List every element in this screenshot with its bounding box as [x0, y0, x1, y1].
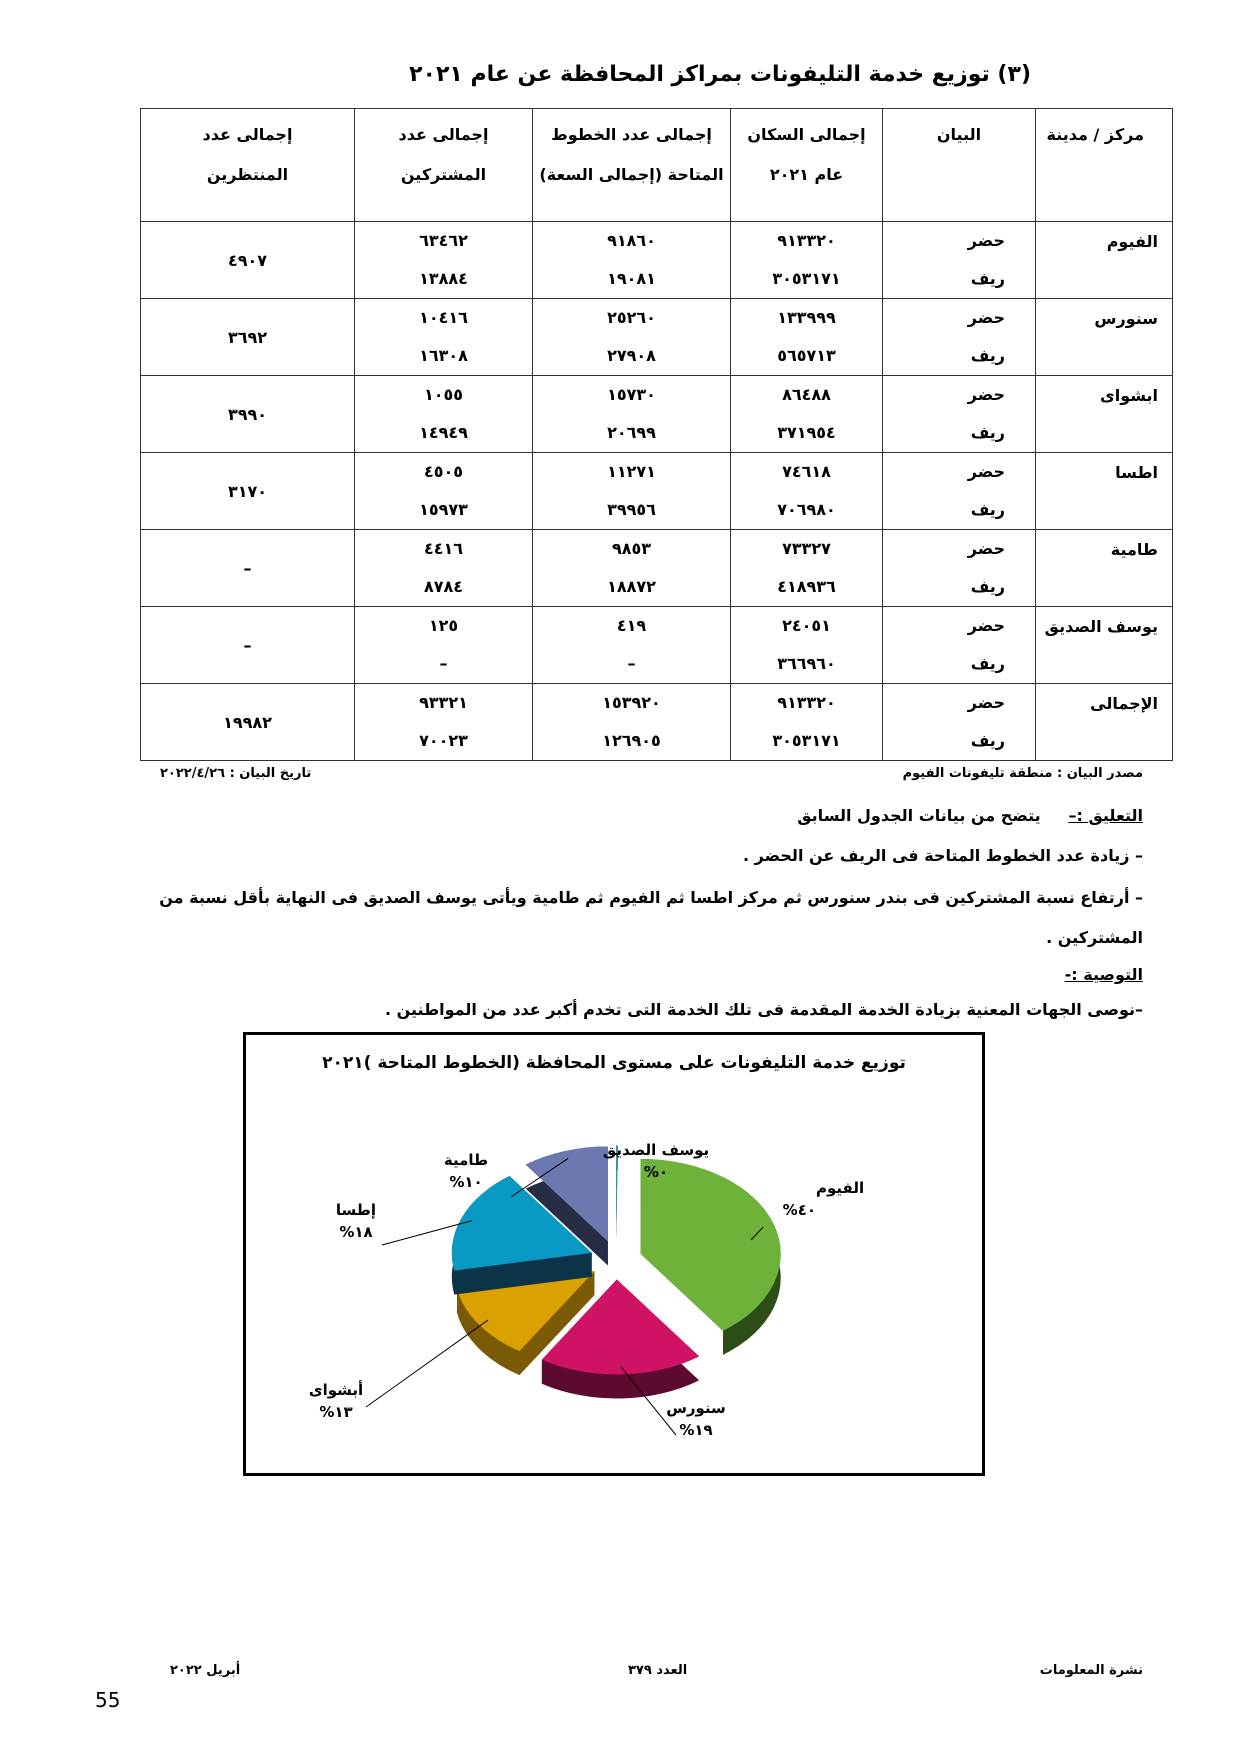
- comment-item-2: – أرتفاع نسبة المشتركين فى بندر سنورس ثم مركز اطسا ثم الفيوم ثم طامية ويأتى يوسف الصديق فى النهاية بأقل نسبة من: [159, 888, 1143, 907]
- cell-population: ٧٣٣٢٧ ٤١٨٩٣٦: [731, 530, 883, 607]
- footer-date: أبريل ٢٠٢٢: [170, 1663, 241, 1678]
- cell-subscribers: ٤٤١٦ ٨٧٨٤: [355, 530, 533, 607]
- cell-lines: ١٥٧٣٠ ٢٠٦٩٩: [533, 376, 731, 453]
- cell-category: حضر ريف: [883, 453, 1036, 530]
- pie-slice-label: الفيوم: [816, 1179, 865, 1197]
- pie-slice-top: [616, 1146, 618, 1241]
- table-row: [141, 530, 1173, 607]
- pie-chart: [246, 1035, 982, 1473]
- cell-category: حضر ريف: [883, 607, 1036, 684]
- header-category: البيان: [883, 109, 1036, 222]
- table-row: [141, 299, 1173, 376]
- comment-item-2-continued: المشتركين .: [1046, 928, 1143, 947]
- table-row: [141, 607, 1173, 684]
- pie-slice-value-label: %٤٠: [782, 1201, 816, 1219]
- cell-center-name: سنورس: [1036, 299, 1173, 376]
- chart-title: توزيع خدمة التليفونات على مستوى المحافظة (الخطوط المتاحة )٢٠٢١: [322, 1053, 906, 1073]
- cell-subscribers: ٩٣٣٢١ ٧٠٠٢٣: [355, 684, 533, 761]
- cell-category: حضر ريف: [883, 376, 1036, 453]
- pie-slice-value-label: %٠: [643, 1163, 669, 1181]
- pie-slice-label: أبشواى: [308, 1381, 364, 1399]
- header-subscribers: إجمالى عدد المشتركين: [355, 109, 533, 222]
- cell-population: ٨٦٤٨٨ ٣٧١٩٥٤: [731, 376, 883, 453]
- footer-publication: نشرة المعلومات: [1039, 1663, 1143, 1678]
- table-header-row: [141, 109, 1173, 222]
- cell-lines: ٤١٩ –: [533, 607, 731, 684]
- data-source: مصدر البيان : منطقة تليفونات الفيوم: [902, 766, 1143, 781]
- cell-category: حضر ريف: [883, 299, 1036, 376]
- cell-population: ١٣٣٩٩٩ ٥٦٥٧١٣: [731, 299, 883, 376]
- pie-slice-label: يوسف الصديق: [602, 1141, 710, 1159]
- pie-slice-value-label: %١٩: [679, 1421, 713, 1439]
- cell-waiting: –: [141, 607, 355, 684]
- cell-subscribers: ٤٥٠٥ ١٥٩٧٣: [355, 453, 533, 530]
- cell-center-name: طامية: [1036, 530, 1173, 607]
- cell-subscribers: ١٠٤١٦ ١٦٣٠٨: [355, 299, 533, 376]
- table-row: [141, 684, 1173, 761]
- cell-population: ٢٤٠٥١ ٣٦٦٩٦٠: [731, 607, 883, 684]
- pie-slice-label: سنورس: [666, 1399, 726, 1417]
- cell-population: ٧٤٦١٨ ٧٠٦٩٨٠: [731, 453, 883, 530]
- cell-subscribers: ١٠٥٥ ١٤٩٤٩: [355, 376, 533, 453]
- header-center: مركز / مدينة: [1036, 109, 1173, 222]
- pie-slice-value-label: %١٠: [449, 1173, 483, 1191]
- cell-center-name: الفيوم: [1036, 222, 1173, 299]
- cell-category: حضر ريف: [883, 222, 1036, 299]
- pie-slice-label: طامية: [443, 1151, 489, 1169]
- footer-issue: العدد ٣٧٩: [628, 1663, 688, 1678]
- cell-lines: ٩٨٥٣ ١٨٨٧٢: [533, 530, 731, 607]
- cell-center-name: الإجمالى: [1036, 684, 1173, 761]
- comment-item-1: – زيادة عدد الخطوط المتاحة فى الريف عن الحضر .: [743, 846, 1143, 865]
- cell-category: حضر ريف: [883, 530, 1036, 607]
- pie-chart-frame: [243, 1032, 985, 1476]
- comment-heading: التعليق :–: [1068, 806, 1143, 825]
- data-date: تاريخ البيان : ٢٠٢٢/٤/٢٦: [160, 766, 312, 781]
- header-lines: إجمالى عدد الخطوط المتاحة (إجمالى السعة): [533, 109, 731, 222]
- cell-population: ٩١٣٣٢٠ ٣٠٥٣١٧١: [731, 684, 883, 761]
- page-title: (٣) توزيع خدمة التليفونات بمراكز المحافظة عن عام ٢٠٢١: [409, 62, 1031, 87]
- header-waiting: إجمالى عدد المنتظرين: [141, 109, 355, 222]
- recommendation-item-1: –نوصى الجهات المعنية بزيادة الخدمة المقدمة فى تلك الخدمة التى تخدم أكبر عدد من المواطنين .: [384, 1000, 1143, 1019]
- cell-waiting: ٤٩٠٧: [141, 222, 355, 299]
- pie-slice-value-label: %١٨: [339, 1223, 373, 1241]
- cell-center-name: ابشواى: [1036, 376, 1173, 453]
- pie-slice-label: إطسا: [335, 1201, 377, 1219]
- pie-leader-line: [366, 1320, 488, 1407]
- pie-slice-value-label: %١٣: [319, 1403, 353, 1421]
- table-row: [141, 376, 1173, 453]
- cell-lines: ١٥٣٩٢٠ ١٢٦٩٠٥: [533, 684, 731, 761]
- recommendation-heading: التوصية :-: [1064, 965, 1143, 984]
- cell-waiting: ٣٩٩٠: [141, 376, 355, 453]
- cell-population: ٩١٣٣٢٠ ٣٠٥٣١٧١: [731, 222, 883, 299]
- comment-line: [797, 806, 1143, 825]
- cell-waiting: ٣١٧٠: [141, 453, 355, 530]
- cell-subscribers: ٦٣٤٦٢ ١٣٨٨٤: [355, 222, 533, 299]
- pie-slice: [616, 1146, 618, 1265]
- comment-intro: يتضح من بيانات الجدول السابق: [797, 806, 1041, 825]
- table-row: [141, 453, 1173, 530]
- page-number: 55: [95, 1688, 121, 1712]
- header-population: إجمالى السكان عام ٢٠٢١: [731, 109, 883, 222]
- cell-center-name: اطسا: [1036, 453, 1173, 530]
- table-row: [141, 222, 1173, 299]
- cell-waiting: –: [141, 530, 355, 607]
- cell-subscribers: ١٢٥ –: [355, 607, 533, 684]
- cell-waiting: ١٩٩٨٢: [141, 684, 355, 761]
- telephone-distribution-table: [140, 108, 1173, 761]
- cell-lines: ٢٥٢٦٠ ٢٧٩٠٨: [533, 299, 731, 376]
- cell-center-name: يوسف الصديق: [1036, 607, 1173, 684]
- cell-category: حضر ريف: [883, 684, 1036, 761]
- cell-lines: ٩١٨٦٠ ١٩٠٨١: [533, 222, 731, 299]
- cell-waiting: ٣٦٩٢: [141, 299, 355, 376]
- cell-lines: ١١٢٧١ ٣٩٩٥٦: [533, 453, 731, 530]
